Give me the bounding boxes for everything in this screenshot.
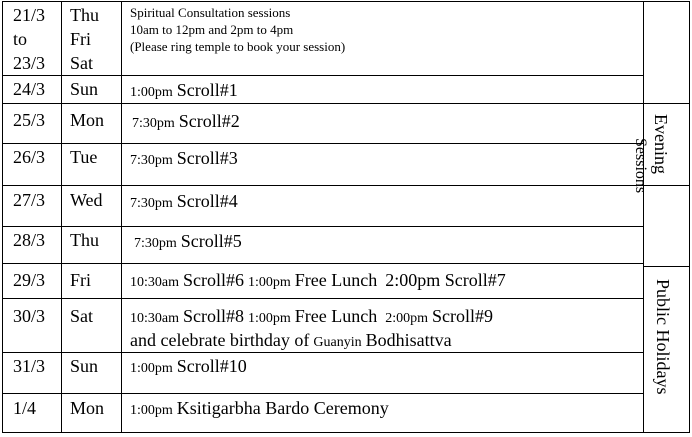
event-name: Scroll#9 bbox=[432, 306, 494, 326]
event-time: 7:30pm bbox=[130, 153, 173, 168]
public-holidays-label: Public Holidays bbox=[653, 279, 673, 395]
date-cell: 25/3 bbox=[13, 110, 46, 130]
side-sep-2 bbox=[643, 185, 689, 186]
day-cell: Thu bbox=[70, 5, 99, 25]
row-line bbox=[2, 103, 643, 104]
event-text: (Please ring temple to book your session) bbox=[130, 39, 346, 54]
event-name: Scroll#6 bbox=[183, 270, 244, 290]
event-time: 7:30pm bbox=[130, 196, 173, 211]
event-name: Scroll#1 bbox=[176, 80, 238, 100]
event-time: 10:30am bbox=[130, 311, 179, 326]
day-cell: Fri bbox=[70, 29, 92, 49]
event-name: Ksitigarbha Bardo Ceremony bbox=[176, 398, 389, 418]
row-line bbox=[2, 75, 643, 76]
event-line bbox=[130, 331, 452, 350]
event-line bbox=[130, 149, 238, 168]
row-line bbox=[2, 226, 643, 227]
evening-label-box bbox=[632, 104, 689, 194]
event-time: 1:00pm bbox=[248, 311, 291, 326]
event-name: Scroll#4 bbox=[176, 191, 238, 211]
date-cell: to bbox=[13, 29, 28, 49]
row-line bbox=[2, 143, 643, 144]
day-cell: Mon bbox=[70, 110, 105, 130]
date-cell: 26/3 bbox=[13, 147, 46, 167]
day-cell: Tue bbox=[70, 147, 98, 167]
evening-label: Evening bbox=[651, 114, 671, 174]
evening-label-cut: Sessions bbox=[632, 138, 649, 194]
event-name: Scroll#5 bbox=[180, 231, 242, 251]
event-text: Spiritual Consultation sessions bbox=[130, 5, 291, 20]
event-time: 10:30am bbox=[130, 275, 179, 290]
day-cell: Mon bbox=[70, 398, 105, 418]
row-line bbox=[2, 298, 643, 299]
day-cell: Thu bbox=[70, 230, 99, 250]
col-line-date bbox=[61, 1, 62, 433]
day-cell: Sat bbox=[70, 306, 94, 326]
event-name: Scroll#3 bbox=[176, 148, 238, 168]
date-cell: 1/4 bbox=[13, 398, 37, 418]
row-line bbox=[2, 393, 643, 394]
side-right-line bbox=[689, 1, 690, 433]
row-line bbox=[2, 185, 643, 186]
date-cell: 31/3 bbox=[13, 356, 46, 376]
day-cell: Sun bbox=[70, 79, 99, 99]
border-bottom bbox=[2, 432, 643, 433]
event-line bbox=[130, 307, 493, 326]
date-cell: 21/3 bbox=[13, 5, 46, 25]
event-text: 10am to 12pm and 2pm to 4pm bbox=[130, 22, 294, 37]
col-line-left bbox=[2, 1, 3, 433]
day-cell: Sat bbox=[70, 53, 94, 73]
event-name: Scroll#10 bbox=[176, 356, 247, 376]
day-cell: Fri bbox=[70, 270, 92, 290]
date-cell: 29/3 bbox=[13, 270, 46, 290]
event-time: 1:00pm bbox=[248, 275, 291, 290]
event-line bbox=[130, 81, 238, 100]
event-name: Scroll#2 bbox=[178, 111, 240, 131]
event-name: 2:00pm Scroll#7 bbox=[385, 270, 506, 290]
row-line bbox=[2, 352, 643, 353]
event-time: 1:00pm bbox=[130, 361, 173, 376]
border-top bbox=[2, 1, 643, 2]
side-top-line bbox=[643, 1, 689, 2]
event-line bbox=[130, 357, 247, 376]
event-text: and celebrate birthday of bbox=[130, 330, 310, 350]
date-cell: 23/3 bbox=[13, 53, 46, 73]
event-text: Bodhisattva bbox=[365, 330, 452, 350]
day-cell: Wed bbox=[70, 190, 103, 210]
date-cell: 24/3 bbox=[13, 79, 46, 99]
event-line bbox=[132, 112, 240, 131]
date-cell: 27/3 bbox=[13, 190, 46, 210]
event-name: Free Lunch bbox=[294, 306, 378, 326]
event-time: 1:00pm bbox=[130, 403, 173, 418]
event-line bbox=[130, 399, 389, 418]
event-line bbox=[130, 271, 506, 290]
side-bottom-line bbox=[643, 432, 689, 433]
row-line bbox=[2, 263, 643, 264]
date-cell: 28/3 bbox=[13, 230, 46, 250]
public-holidays-box bbox=[644, 267, 689, 432]
event-time: 7:30pm bbox=[132, 116, 175, 131]
event-time: 1:00pm bbox=[130, 85, 173, 100]
event-name: Free Lunch bbox=[294, 270, 378, 290]
event-time: 7:30pm bbox=[134, 236, 177, 251]
event-line bbox=[130, 192, 238, 211]
event-text: Guanyin bbox=[313, 335, 362, 350]
event-line bbox=[134, 232, 242, 251]
event-time: 2:00pm bbox=[385, 311, 429, 326]
col-line-day bbox=[121, 1, 122, 433]
date-cell: 30/3 bbox=[13, 306, 46, 326]
day-cell: Sun bbox=[70, 356, 99, 376]
event-name: Scroll#8 bbox=[183, 306, 244, 326]
